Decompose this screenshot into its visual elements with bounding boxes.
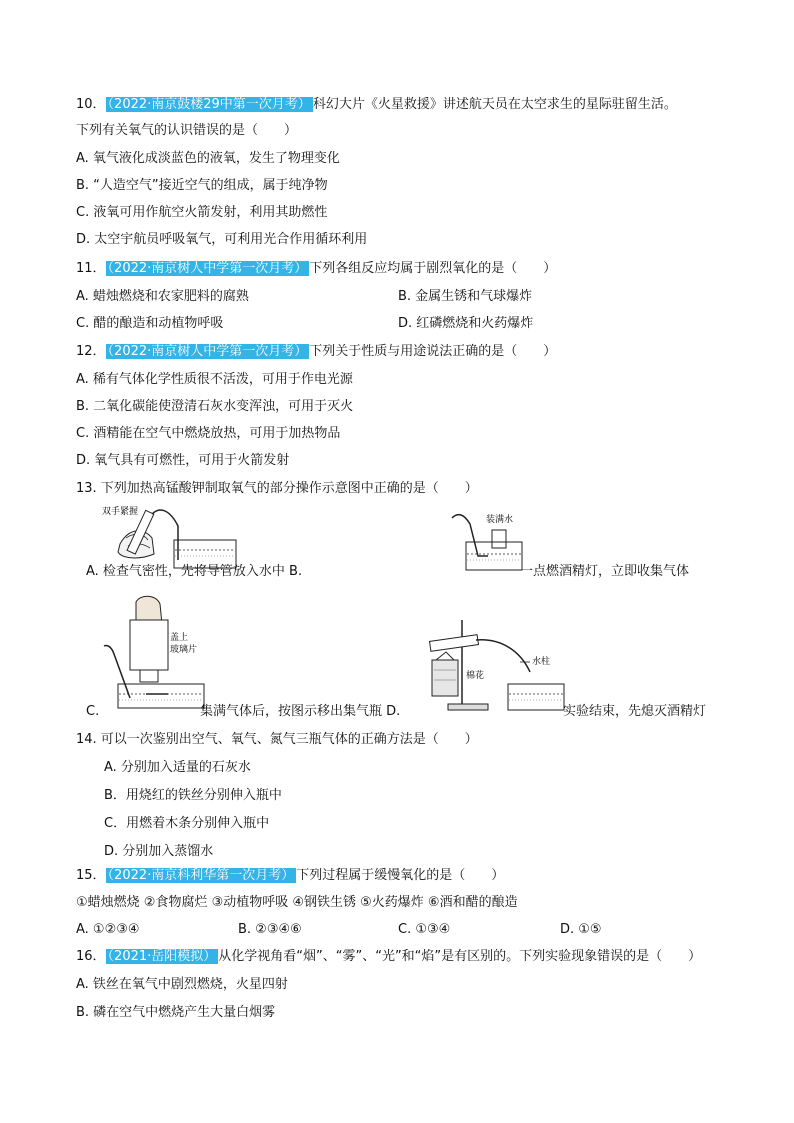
q15-option-d: D. ①⑤ [560, 922, 602, 937]
question-12-line [76, 343, 556, 361]
label-cover-1: 盖上 [170, 633, 189, 643]
q14-option-b: B．用烧红的铁丝分别伸入瓶中 [104, 788, 282, 803]
q12-option-d: D. 氧气具有可燃性，可用于火箭发射 [76, 453, 290, 468]
question-number: 10． [76, 97, 106, 112]
q16-option-b: B. 磷在空气中燃烧产生大量白烟雾 [76, 1005, 276, 1020]
figure-c-remove-bottle [100, 594, 210, 714]
figure-a-airtightness [100, 504, 240, 572]
label-cover-2: 玻璃片 [170, 645, 198, 655]
q15-option-c: C. ①③④ [398, 922, 451, 937]
question-number: 16． [76, 949, 106, 964]
q12-option-b: B. 二氧化碳能使澄清石灰水变浑浊，可用于灭火 [76, 399, 354, 414]
q15-option-a: A. ①②③④ [76, 922, 140, 937]
q13-option-c-letter: C. [86, 704, 100, 719]
q12-option-a: A. 稀有气体化学性质很不活泼，可用于作电光源 [76, 372, 353, 387]
question-stem: 从化学视角看“烟”、“雾”、“光”和“焰”是有区别的。下列实验现象错误的是（ ） [218, 949, 702, 964]
q11-option-c: C. 醋的酿造和动植物呼吸 [76, 316, 224, 331]
question-stem: 下列关于性质与用途说法正确的是（ ） [309, 344, 557, 359]
question-16-line [76, 948, 701, 966]
label-cotton: 棉花 [466, 671, 485, 681]
label-water-column: 水柱 [532, 657, 551, 667]
figure-d-end-experiment [420, 616, 570, 716]
question-number: 15． [76, 868, 106, 883]
q13-option-c: 集满气体后，按图示移出集气瓶 D. [200, 704, 401, 719]
q10-option-c: C. 液氧可用作航空火箭发射，利用其助燃性 [76, 205, 328, 220]
q13-option-b: 一点燃酒精灯，立即收集气体 [520, 564, 690, 579]
q14-option-a: A. 分别加入适量的石灰水 [104, 760, 251, 775]
q11-option-a: A. 蜡烛燃烧和农家肥料的腐熟 [76, 289, 249, 304]
question-11-line [76, 260, 556, 278]
q16-option-a: A. 铁丝在氧气中剧烈燃烧，火星四射 [76, 977, 288, 992]
question-number: 12． [76, 344, 106, 359]
q12-option-c: C. 酒精能在空气中燃烧放热，可用于加热物品 [76, 426, 341, 441]
question-15-line [76, 867, 504, 885]
q15-items: ①蜡烛燃烧 ②食物腐烂 ③动植物呼吸 ④钢铁生锈 ⑤火药爆炸 ⑥酒和醋的酿造 [76, 895, 518, 910]
question-stem: 科幻大片《火星救援》讲述航天员在太空求生的星际驻留生活。 [312, 97, 677, 112]
q15-option-b: B. ②③④⑥ [238, 922, 302, 937]
source-tag: （2022·南京树人中学第一次月考） [107, 344, 308, 359]
label-water: 装满水 [486, 515, 514, 525]
source-tag: （2022·南京树人中学第一次月考） [107, 261, 308, 276]
q13-option-d: 实验结束，先熄灭酒精灯 [563, 704, 707, 719]
q11-option-b: B. 金属生锈和气球爆炸 [398, 289, 533, 304]
question-10-stem: 下列有关氧气的认识错误的是（ ） [76, 123, 298, 138]
question-number: 11． [76, 261, 106, 276]
figure-b-collect-gas [448, 510, 528, 574]
q10-option-b: B. “人造空气”接近空气的组成，属于纯净物 [76, 178, 328, 193]
question-10-line-1 [76, 96, 677, 114]
source-tag: （2022·南京科利华第一次月考） [107, 868, 295, 883]
q10-option-d: D. 太空宇航员呼吸氧气，可利用光合作用循环利用 [76, 232, 368, 247]
source-tag: （2022·南京鼓楼29中第一次月考） [107, 97, 311, 112]
question-14-stem: 14. 可以一次鉴别出空气、氧气、氮气三瓶气体的正确方法是（ ） [76, 732, 478, 747]
question-stem: 下列过程属于缓慢氧化的是（ ） [296, 868, 505, 883]
q10-option-a: A. 氧气液化成淡蓝色的液氧，发生了物理变化 [76, 151, 340, 166]
q14-option-c: C．用燃着木条分别伸入瓶中 [104, 816, 270, 831]
source-tag: （2021·岳阳模拟） [107, 949, 217, 964]
q11-option-d: D. 红磷燃烧和火药爆炸 [398, 316, 534, 331]
question-stem: 下列各组反应均属于剧烈氧化的是（ ） [309, 261, 557, 276]
label-hands: 双手紧握 [102, 507, 139, 517]
q14-option-d: D. 分别加入蒸馏水 [104, 844, 214, 859]
question-13-stem: 13. 下列加热高锰酸钾制取氧气的部分操作示意图中正确的是（ ） [76, 481, 478, 496]
q13-option-a: A. 检查气密性，先将导管放入水中 B. [86, 564, 303, 579]
